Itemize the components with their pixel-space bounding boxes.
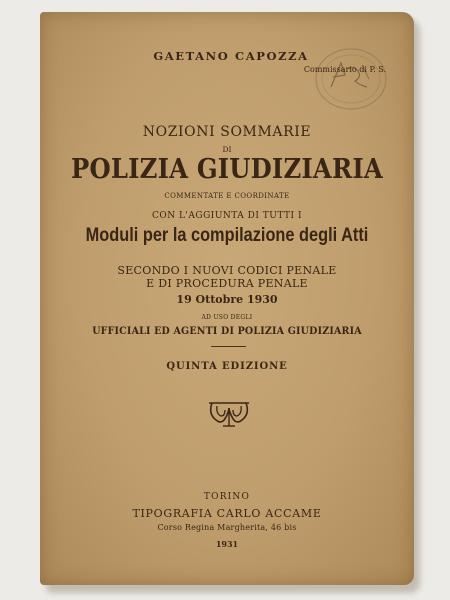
booklet-cover (40, 12, 414, 585)
moduli-heading: Moduli per la compilazione degli Atti (85, 225, 369, 246)
audience-line: UFFICIALI ED AGENTI DI POLIZIA GIUDIZIARIA (92, 326, 362, 337)
publisher-address: Corso Regina Margherita, 46 bis (157, 523, 297, 532)
usage-line: AD USO DEGLI (201, 314, 253, 321)
publisher-city: TORINO (203, 492, 251, 502)
title-line-1: NOZIONI SOMMARIE (142, 124, 312, 140)
author-name: GAETANO CAPOZZA (153, 49, 309, 63)
addition-line: CON L'AGGIUNTA DI TUTTI I (151, 211, 303, 221)
divider-rule (211, 346, 246, 347)
codes-line-2: E DI PROCEDURA PENALE (146, 277, 308, 290)
main-title: POLIZIA GIUDIZIARIA (71, 154, 383, 185)
codes-line-1: SECONDO I NUOVI CODICI PENALE (117, 264, 337, 277)
author-role: Commissario di P. S. (303, 65, 387, 74)
code-date: 19 Ottobre 1930 (176, 293, 278, 306)
publication-year: 1931 (215, 539, 239, 549)
title-subtitle: COMMENTATE E COORDINATE (164, 192, 290, 200)
edition-label: QUINTA EDIZIONE (166, 361, 288, 372)
title-connector: DI (222, 145, 232, 154)
publisher-emblem-icon (206, 400, 252, 428)
publisher-name: TIPOGRAFIA CARLO ACCAME (132, 507, 322, 520)
